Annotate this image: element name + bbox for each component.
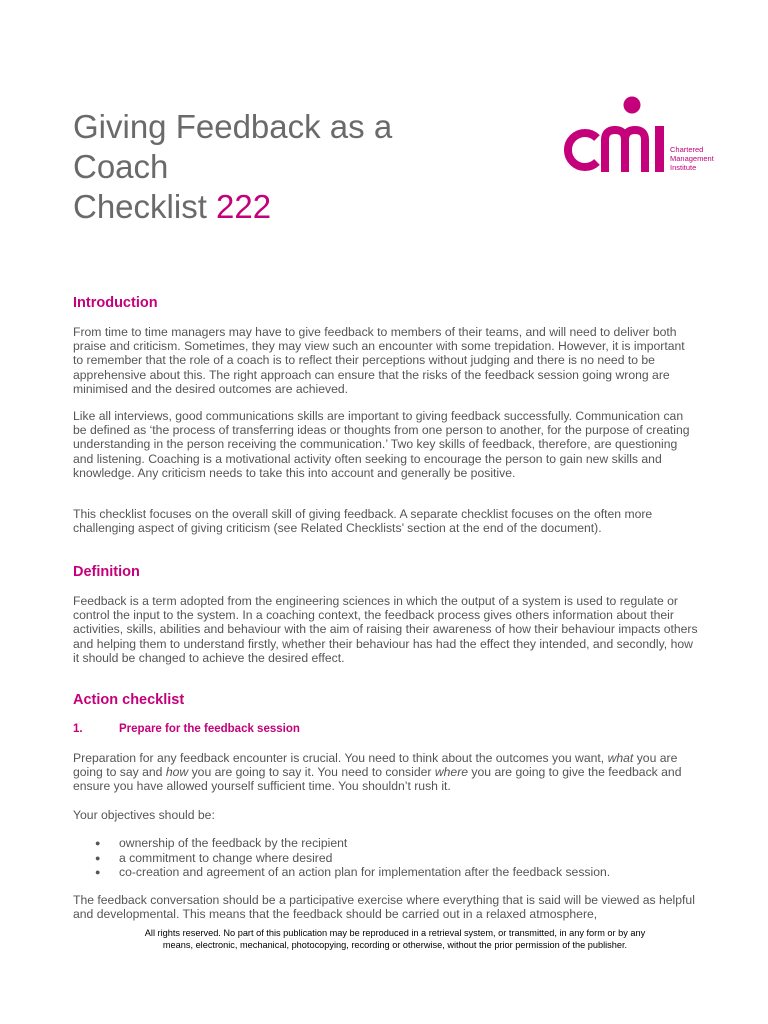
definition-heading: Definition [73, 564, 140, 580]
list-item [73, 836, 698, 851]
objective-text: a commitment to change where desired [119, 850, 333, 865]
intro-paragraph-3: This checklist focuses on the overall skill of giving feedback. A separate checklist focuses on the often more challenging aspect of giving criticism (see Related Checklists’ section at the end of the document). [73, 507, 653, 536]
objective-text: co-creation and agreement of an action plan for implementation after the feedback session. [119, 865, 611, 879]
step-1-heading [73, 723, 300, 735]
objective-text: ownership of the feedback by the recipient [119, 836, 348, 850]
introduction-heading: Introduction [73, 295, 158, 311]
list-item [73, 851, 698, 866]
bullet-icon: ● [95, 867, 101, 877]
step-1-title: Prepare for the feedback session [119, 723, 300, 735]
title-line-1: Giving Feedback as a [73, 108, 393, 145]
list-item [73, 865, 698, 880]
objectives-intro: Your objectives should be: [73, 808, 215, 822]
checklist-number: 222 [216, 188, 272, 225]
prep-emphasis-how: how [165, 765, 189, 780]
step-1-number: 1. [73, 723, 83, 735]
intro-paragraph-2: Like all interviews, good communications skills are important to giving feedback successfully. Communication can be defined as ‘the process of transferring ideas or thoughts from one person to another, for the purpose of creating understanding in the person receiving the communication.’ Two key skills of feedback, therefore, are questioning and listening. Coaching is a motivational activity often seeking to encourage the person to gain new skills and knowledge. Any criticism needs to take this into account and generally be positive. [73, 409, 690, 480]
conversation-paragraph: The feedback conversation should be a participative exercise where everything that is said will be viewed as helpful and developmental. This means that the feedback should be carried out in a relaxed atmosphere, [73, 893, 695, 922]
logo-line-chartered: Chartered [670, 145, 704, 154]
prep-text-a: Preparation for any feedback encounter is crucial. You need to think about the outcomes you want, [73, 751, 608, 765]
logo-line-institute: Institute [670, 163, 697, 172]
bullet-icon: ● [95, 852, 101, 863]
definition-paragraph: Feedback is a term adopted from the engineering sciences in which the output of a system is used to regulate or control the input to the system. In a coaching context, the feedback process gives others information about their activities, skills, abilities and behaviour with the aim of raising their awareness of how their behaviour impacts others and helping them to understand firstly, whether their behaviour has had the effect they intended, and secondly, how it should be changed to achieve the desired effect. [73, 594, 698, 665]
prep-text-c: you are going to say it. You need to consider [188, 765, 435, 780]
title-checklist-label: Checklist [73, 188, 217, 225]
prep-text-b: you are going to say and [73, 751, 678, 780]
prep-text-d: you are going to give the feedback and ensure you have allowed yourself sufficient time. You shouldn’t rush it. [73, 765, 682, 794]
bullet-icon: ● [95, 838, 101, 848]
prep-emphasis-what: what [607, 751, 634, 765]
title-line-2: Coach [73, 148, 169, 185]
title-line-3 [73, 187, 392, 227]
preparation-paragraph [73, 751, 698, 794]
document-title [73, 107, 392, 227]
logo-line-management: Management [670, 154, 714, 163]
logo-wordmark [670, 145, 714, 172]
prep-emphasis-where: where [434, 765, 469, 780]
copyright-footer: All rights reserved. No part of this publication may be reproduced in a retrieval system, or transmitted, in any form or by any means, electronic, mechanical, photocopying, recording or otherwise, without the prior permission of the publisher. [144, 928, 646, 950]
intro-paragraph-1: From time to time managers may have to give feedback to members of their teams, and will need to deliver both praise and criticism. Sometimes, they may view such an encounter with some trepidation. However, it is important to remember that the role of a coach is to reflect their perceptions without judging and there is no need to be apprehensive about this. The right approach can ensure that the risks of the feedback session going wrong are minimised and the desired outcomes are achieved. [73, 325, 685, 396]
objectives-list [73, 836, 698, 880]
action-checklist-heading: Action checklist [73, 692, 185, 708]
